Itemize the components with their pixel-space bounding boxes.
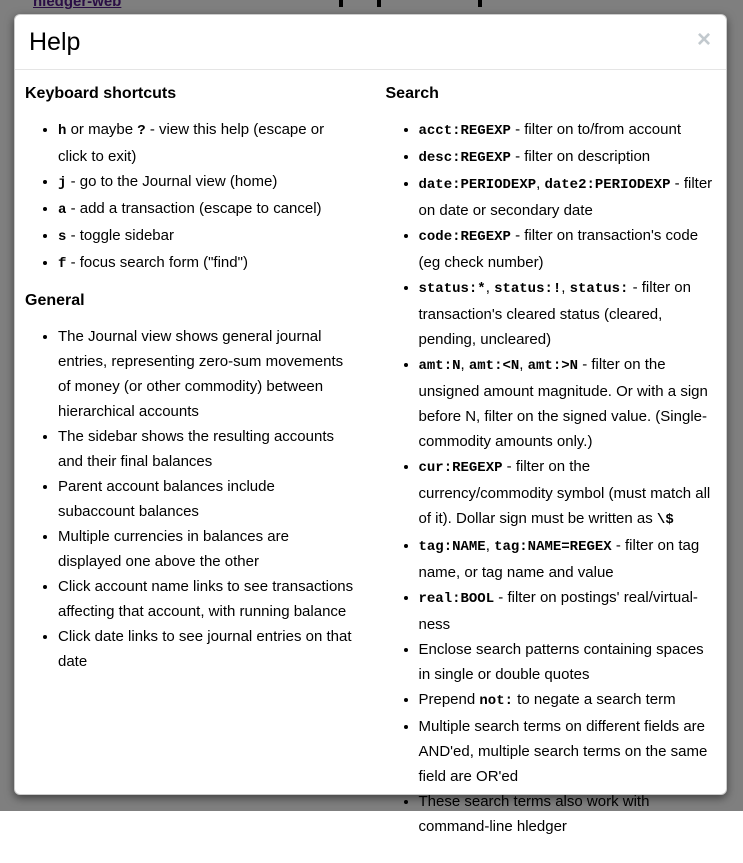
text-segment: - filter on to/from account	[510, 121, 681, 138]
text-segment: ,	[519, 356, 528, 373]
text-segment: - go to the Journal view (home)	[66, 173, 278, 190]
text-segment: - filter on transaction's code (eg check number)	[418, 227, 699, 271]
text-segment: - toggle sidebar	[66, 227, 174, 244]
text-segment: The Journal view shows general journal entries, representing zero-sum movements of money (or other commodity) between hierarchical accounts	[58, 328, 344, 420]
text-segment: Click date links to see journal entries on that date	[58, 628, 352, 670]
text-segment: - filter on the unsigned amount magnitude. Or with a sign before N, filter on the signed value. (Single-commodity amounts only.)	[418, 356, 708, 450]
list-item	[419, 144, 717, 171]
code-term: real:BOOL	[418, 591, 495, 607]
list-item	[419, 275, 717, 352]
text-segment: - filter on transaction's cleared status (cleared, pending, uncleared)	[418, 279, 691, 348]
code-term: h	[58, 123, 67, 139]
code-term: cur:REGEXP	[418, 460, 503, 476]
modal-header	[15, 15, 726, 70]
text-segment: Parent account balances include subaccount balances	[58, 478, 275, 520]
text-segment: to negate a search term	[513, 691, 676, 708]
list-item	[419, 533, 717, 585]
code-term: status:	[569, 281, 629, 297]
list-item	[419, 687, 717, 714]
text-segment: - filter on date or secondary date	[418, 175, 713, 219]
text-segment: - filter on tag name, or tag name and value	[418, 537, 700, 581]
code-term: desc:REGEXP	[418, 150, 511, 166]
text-segment: ,	[536, 175, 545, 192]
text-segment: Multiple currencies in balances are displayed one above the other	[58, 528, 289, 570]
list-item	[419, 454, 717, 533]
list-item	[419, 117, 717, 144]
list-item	[419, 585, 717, 637]
code-term: j	[58, 175, 67, 191]
modal-column-left	[25, 84, 356, 849]
text-segment: or maybe	[66, 121, 138, 138]
help-list	[25, 117, 356, 277]
code-term: ?	[137, 123, 146, 139]
text-segment: - add a transaction (escape to cancel)	[66, 200, 322, 217]
text-segment: - focus search form ("find")	[66, 254, 248, 271]
code-term: s	[58, 229, 67, 245]
text-segment: Enclose search patterns containing spaces in single or double quotes	[418, 641, 704, 683]
list-item	[58, 324, 356, 424]
code-term: a	[58, 202, 67, 218]
code-term: not:	[479, 693, 513, 709]
list-item	[58, 474, 356, 524]
code-term: amt:N	[418, 358, 461, 374]
code-term: amt:>N	[527, 358, 579, 374]
code-term: f	[58, 256, 67, 272]
help-list	[25, 324, 356, 674]
code-term: tag:NAME	[418, 539, 486, 555]
list-item	[58, 196, 356, 223]
section-heading: General	[25, 292, 85, 309]
text-segment: Click account name links to see transactions affecting that account, with running balance	[58, 578, 354, 620]
list-item	[58, 524, 356, 574]
help-modal	[14, 14, 727, 835]
text-segment: - filter on description	[510, 148, 651, 165]
list-item	[419, 223, 717, 275]
text-segment: These search terms also work with command-line hledger	[418, 793, 650, 835]
text-segment: - filter on postings' real/virtual-ness	[418, 589, 698, 633]
code-term: code:REGEXP	[418, 229, 511, 245]
list-item	[58, 574, 356, 624]
text-segment: Multiple search terms on different fields are AND'ed, multiple search terms on the same field are OR'ed	[418, 718, 708, 785]
list-item	[419, 171, 717, 223]
list-item	[419, 352, 717, 454]
list-item	[58, 223, 356, 250]
section-heading: Keyboard shortcuts	[25, 85, 177, 102]
text-segment: - filter on the currency/commodity symbol (must match all of it). Dollar sign must be written as	[418, 458, 711, 527]
list-item	[58, 424, 356, 474]
section-heading: Search	[385, 85, 439, 102]
code-term: date2:PERIODEXP	[544, 177, 671, 193]
code-term: status:!	[494, 281, 562, 297]
code-term: tag:NAME=REGEX	[494, 539, 612, 555]
text-segment: Prepend	[418, 691, 480, 708]
modal-column-right	[386, 84, 717, 849]
text-segment: - view this help (escape or click to exit)	[58, 121, 325, 165]
list-item	[58, 624, 356, 674]
list-item	[419, 637, 717, 687]
code-term: \$	[656, 512, 674, 528]
code-term: status:*	[418, 281, 486, 297]
code-term: date:PERIODEXP	[418, 177, 537, 193]
text-segment: ,	[485, 537, 495, 554]
list-item	[419, 789, 717, 839]
modal-title: Help	[29, 28, 81, 56]
close-icon[interactable]: ×	[696, 26, 711, 53]
list-item	[419, 714, 717, 789]
list-item	[58, 117, 356, 169]
text-segment: ,	[460, 356, 469, 373]
code-term: acct:REGEXP	[418, 123, 511, 139]
help-list	[386, 117, 717, 839]
list-item	[58, 250, 356, 277]
code-term: amt:<N	[468, 358, 520, 374]
list-item	[58, 169, 356, 196]
text-segment: ,	[561, 279, 570, 296]
text-segment: ,	[485, 279, 495, 296]
modal-body	[15, 70, 726, 863]
text-segment: The sidebar shows the resulting accounts and their final balances	[58, 428, 334, 470]
